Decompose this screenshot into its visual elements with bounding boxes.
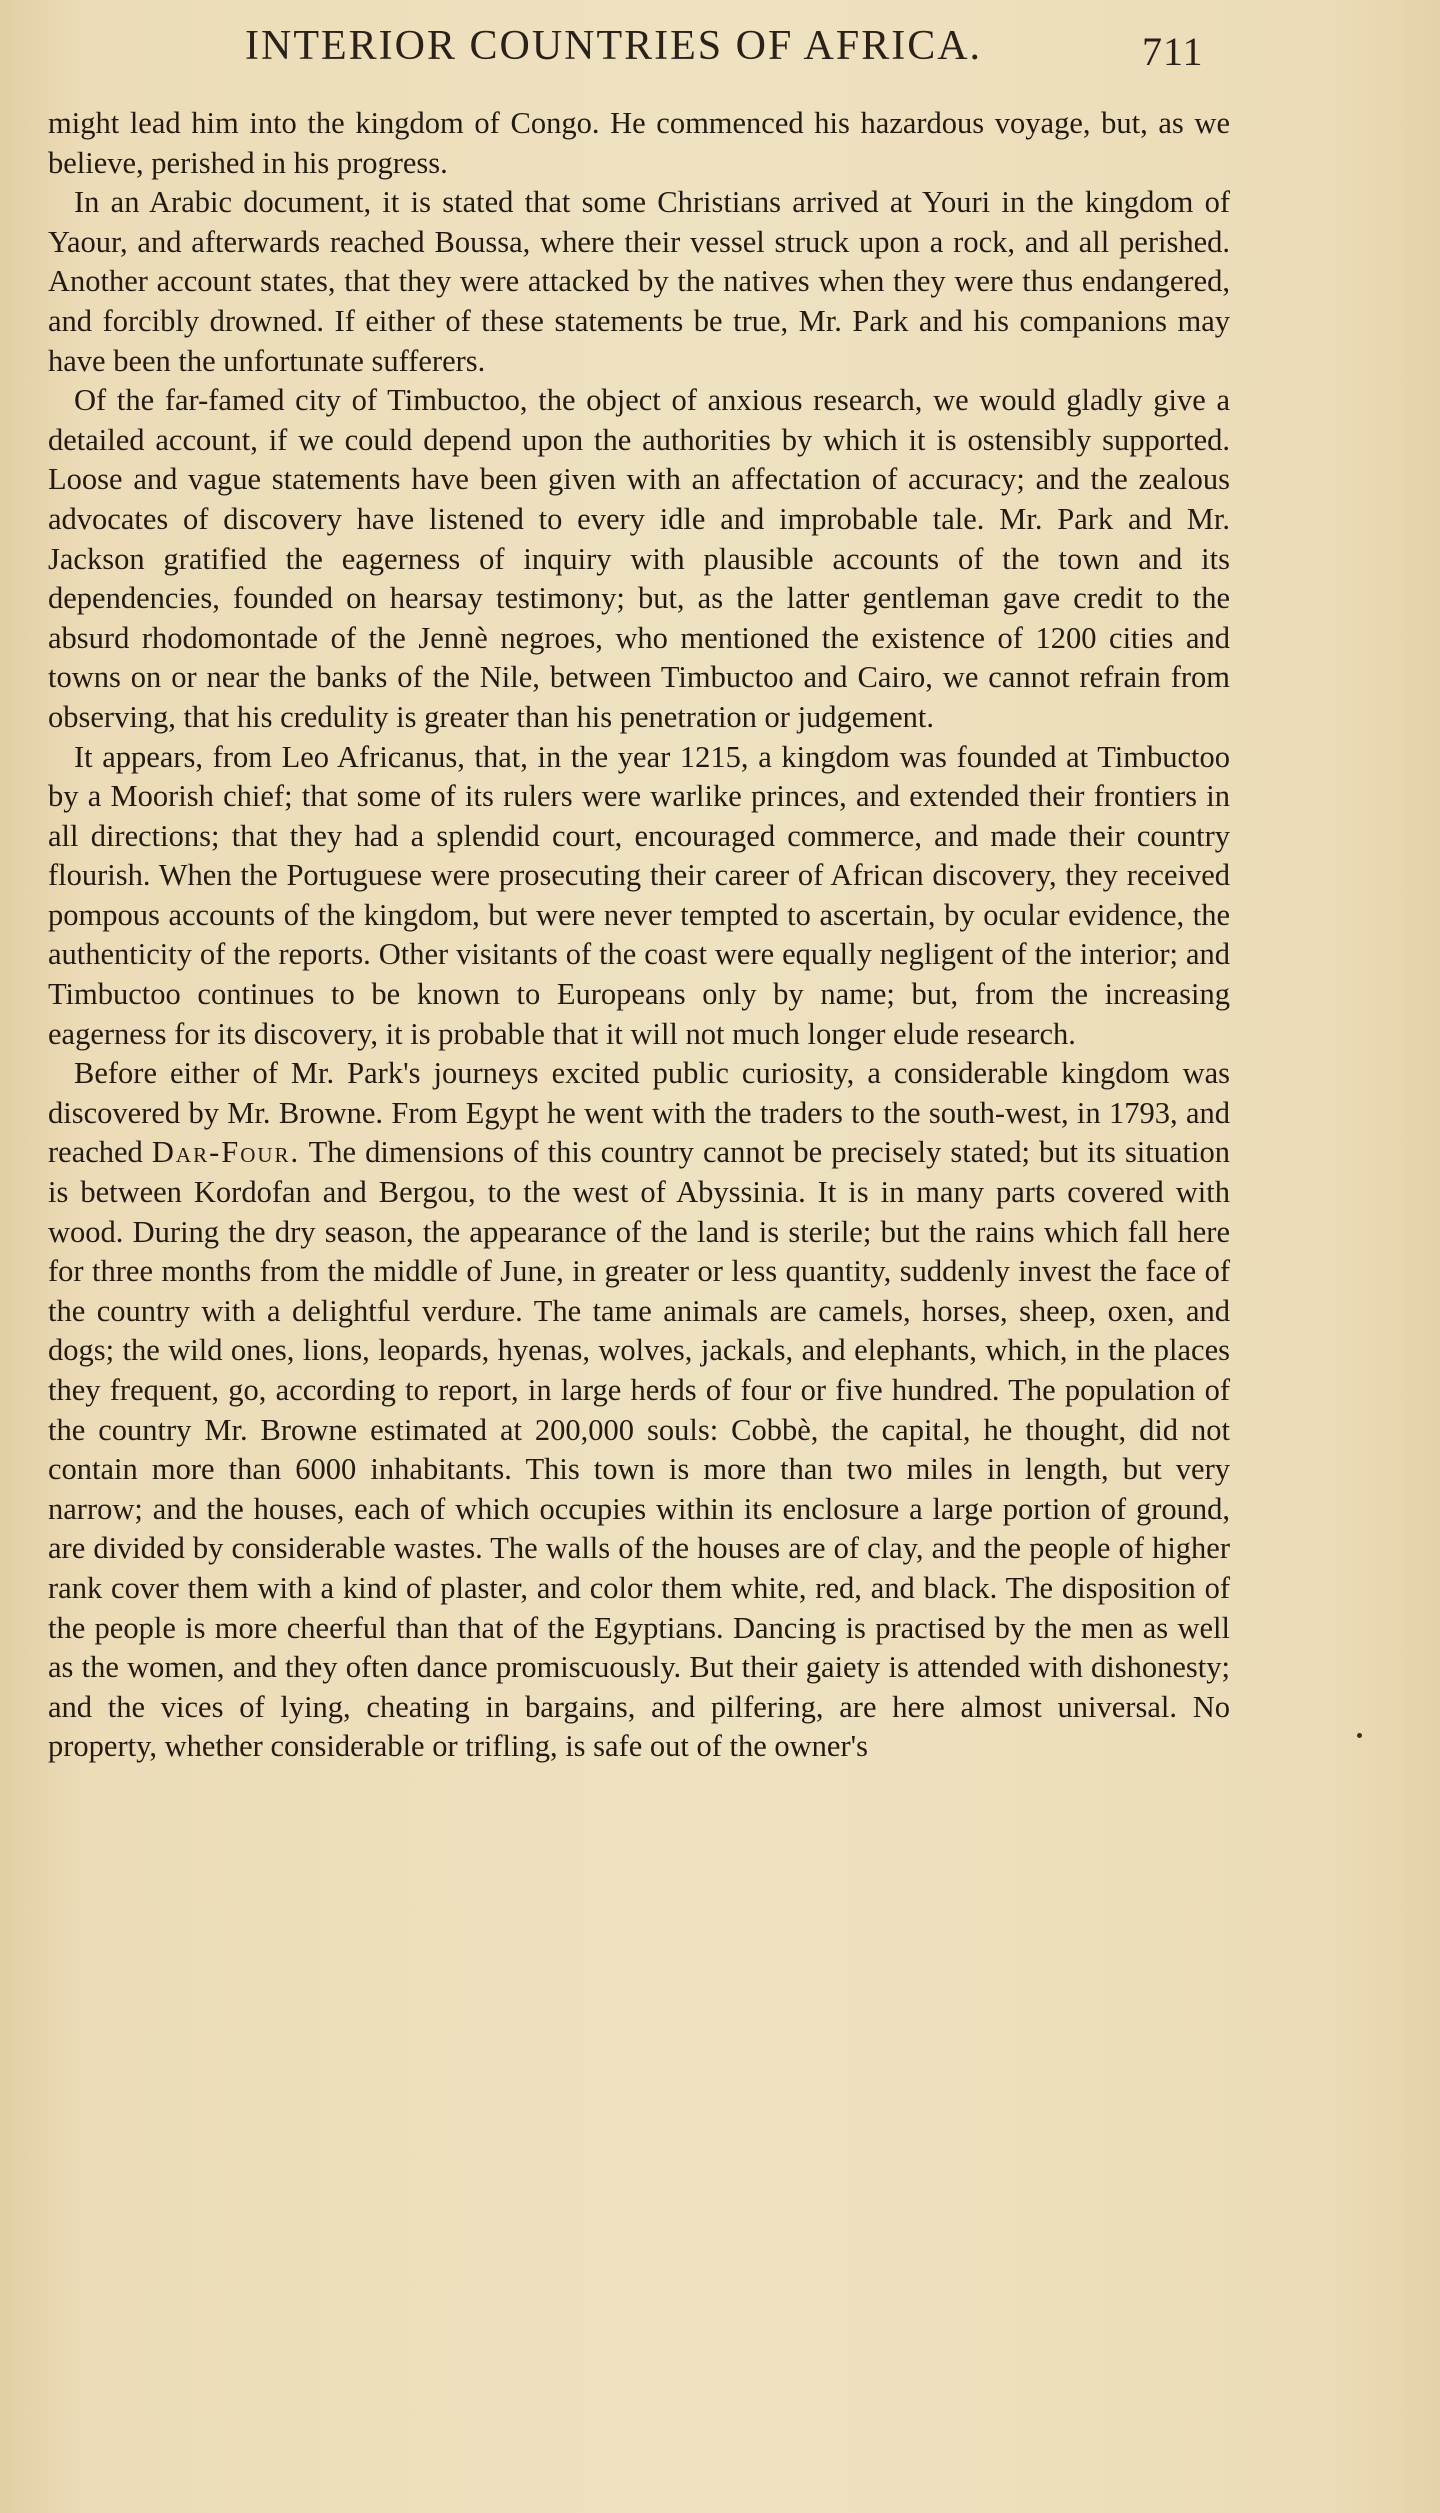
paragraph-dar-four [48, 1054, 1230, 1767]
running-title: INTERIOR COUNTRIES OF AFRICA. [245, 23, 983, 69]
paragraph-timbuctoo: Of the far-famed city of Timbuctoo, the object of anxious research, we would gladly give a detailed account, if we could depend upon the authorities by which it is ostensibly supported. Loose and vague statements have been given with an affectation of accuracy; and the zealous advocates of discovery have listened to every idle and improbable tale. Mr. Park and Mr. Jackson gratified the eagerness of inquiry with plausible accounts of the town and its dependencies, founded on hearsay testimony; but, as the latter gentleman gave credit to the absurd rhodomontade of the Jennè negroes, who mentioned the existence of 1200 cities and towns on or near the banks of the Nile, between Timbuctoo and Cairo, we cannot refrain from observing, that his credulity is greater than his penetration or judgement. [48, 383, 1230, 734]
paragraph-congo-continuation: might lead him into the kingdom of Congo. He commenced his hazardous voyage, but, as we believe, perished in his progress. [48, 106, 1230, 180]
dar-four-text-lead: Before either of Mr. Park's journeys excited public curiosity, a considerable kingdom was discovered by Mr. Browne. From Egypt he went with the traders to the south-west, in 1793, and reached [48, 1056, 1230, 1170]
page-number: 711 [1142, 29, 1204, 74]
running-header [0, 18, 1440, 78]
body-text [48, 104, 1230, 1767]
paragraph-arabic-document: In an Arabic document, it is stated that some Christians arrived at Youri in the kingdom of Yaour, and afterwards reached Boussa, where their vessel struck upon a rock, and all perished. Another account states, that they were attacked by the natives when they were thus endangered, and forcibly drowned. If either of these statements be true, Mr. Park and his companions may have been the unfortunate sufferers. [48, 185, 1230, 378]
place-name-dar-four: Dar-Four. [151, 1135, 301, 1170]
print-speck [1357, 1733, 1362, 1738]
dar-four-text-rest: The dimensions of this country cannot be precisely stated; but its situation is between Kordofan and Bergou, to the west of Abyssinia. It is in many parts covered with wood. During the dry season, the appearance of the land is sterile; but the rains which fall here for three months from the middle of June, in greater or less quantity, suddenly invest the face of the country with a delightful verdure. The tame animals are camels, horses, sheep, oxen, and dogs; the wild ones, lions, leopards, hyenas, wolves, jackals, and elephants, which, in the places they frequent, go, according to report, in large herds of four or five hundred. The population of the country Mr. Browne estimated at 200,000 souls: Cobbè, the capital, he thought, did not contain more than 6000 inhabitants. This town is more than two miles in length, but very narrow; and the houses, each of which occupies within its enclosure a large portion of ground, are divided by considerable wastes. The walls of the houses are of clay, and the people of higher rank cover them with a kind of plaster, and color them white, red, and black. The disposition of the people is more cheerful than that of the Egyptians. Dancing is practised by the men as well as the women, and they often dance promiscuously. But their gaiety is attended with dishonesty; and the vices of lying, cheating in bargains, and pilfering, are here almost universal. No property, whether considerable or trifling, is safe out of the owner's [48, 1135, 1230, 1764]
paragraph-leo-africanus: It appears, from Leo Africanus, that, in the year 1215, a kingdom was founded at Timbuctoo by a Moorish chief; that some of its rulers were warlike princes, and extended their frontiers in all directions; that they had a splendid court, encouraged commerce, and made their country flourish. When the Portuguese were prosecuting their career of African discovery, they received pompous accounts of the kingdom, but were never tempted to ascertain, by ocular evidence, the authenticity of the reports. Other visitants of the coast were equally negligent of the interior; and Timbuctoo continues to be known to Europeans only by name; but, from the increasing eagerness for its discovery, it is probable that it will not much longer elude research. [48, 739, 1230, 1051]
